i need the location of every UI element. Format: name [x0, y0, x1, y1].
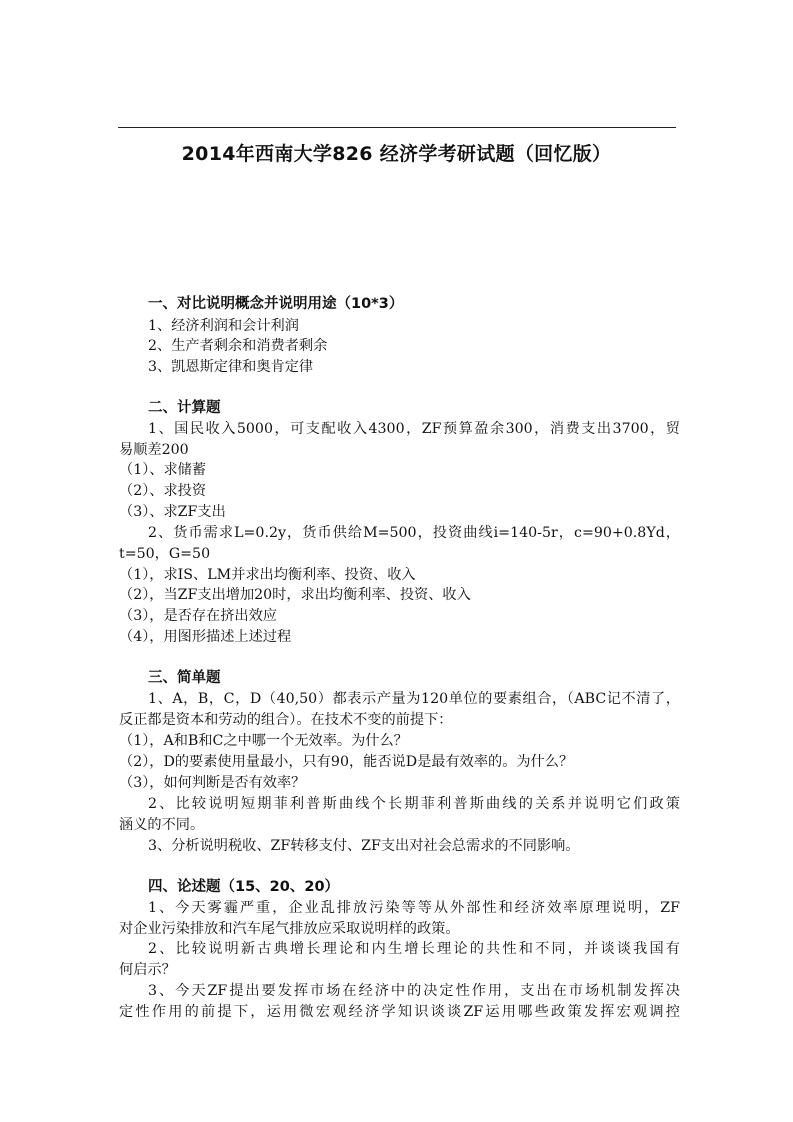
question-line: （4），用图形描述上述过程	[119, 629, 292, 645]
question-line: （2），D的要素使用量最小，只有90，能否说D是最有效率的。为什么？	[119, 754, 574, 770]
question-line: （1），求IS、LM并求出均衡利率、投资、收入	[119, 567, 416, 583]
question-line: （3）、求ZF支出	[119, 504, 226, 520]
question-line: 何启示？	[119, 962, 176, 978]
question-line: 3、今天ZF提出要发挥市场在经济中的决定性作用，支出在市场机制发挥决	[148, 983, 680, 999]
question-line: 1、经济利润和会计利润	[148, 318, 299, 334]
document-title: 2014年西南大学826 经济学考研试题（回忆版）	[181, 143, 612, 165]
section-heading-4: 四、论述题（15、20、20）	[148, 879, 340, 895]
question-line: 2、货币需求L=0.2y，货币供给M=500，投资曲线i=140-5r，c=90+0.8Yd，	[148, 525, 680, 541]
question-line: 定性作用的前提下，运用微宏观经济学知识谈谈ZF运用哪些政策发挥宏观调控	[119, 1004, 680, 1020]
question-line: t=50，G=50	[119, 546, 211, 562]
question-line: 1、国民收入5000，可支配收入4300，ZF预算盈余300，消费支出3700，贸	[148, 421, 680, 437]
question-line: 3、凯恩斯定律和奥肯定律	[148, 359, 314, 375]
question-line: 涵义的不同。	[119, 817, 205, 833]
question-line: （3），如何判断是否有效率？	[119, 775, 306, 791]
question-line: 对企业污染排放和汽车尾气排放应采取说明样的政策。	[119, 921, 460, 937]
question-line: （1），A和B和C之中哪一个无效率。为什么？	[119, 733, 408, 749]
question-line: （1）、求储蓄	[119, 462, 207, 478]
question-line: 易顺差200	[119, 442, 189, 458]
section-heading-2: 二、计算题	[148, 400, 221, 416]
section-heading-3: 三、简单题	[148, 670, 221, 686]
section-heading-1: 一、对比说明概念并说明用途（10*3）	[148, 296, 404, 312]
question-line: （3），是否存在挤出效应	[119, 608, 277, 624]
question-line: 3、分析说明税收、ZF转移支付、ZF支出对社会总需求的不同影响。	[148, 838, 580, 854]
question-line: 1、A，B，C，D（40,50）都表示产量为120单位的要素组合，（ABC记不清了，	[148, 691, 680, 707]
question-line: 2、比较说明新古典增长理论和内生增长理论的共性和不同，并谈谈我国有	[148, 941, 680, 957]
question-line: （2），当ZF支出增加20时，求出均衡利率、投资、收入	[119, 587, 471, 603]
question-line: 1、今天雾霾严重，企业乱排放污染等等从外部性和经济效率原理说明，ZF	[148, 900, 680, 916]
question-line: 反正都是资本和劳动的组合）。在技术不变的前提下：	[119, 712, 453, 728]
question-line: （2）、求投资	[119, 483, 207, 499]
question-line: 2、比较说明短期菲利普斯曲线个长期菲利普斯曲线的关系并说明它们政策	[148, 796, 680, 812]
question-line: 2、生产者剩余和消费者剩余	[148, 338, 328, 354]
header-rule	[118, 127, 676, 128]
